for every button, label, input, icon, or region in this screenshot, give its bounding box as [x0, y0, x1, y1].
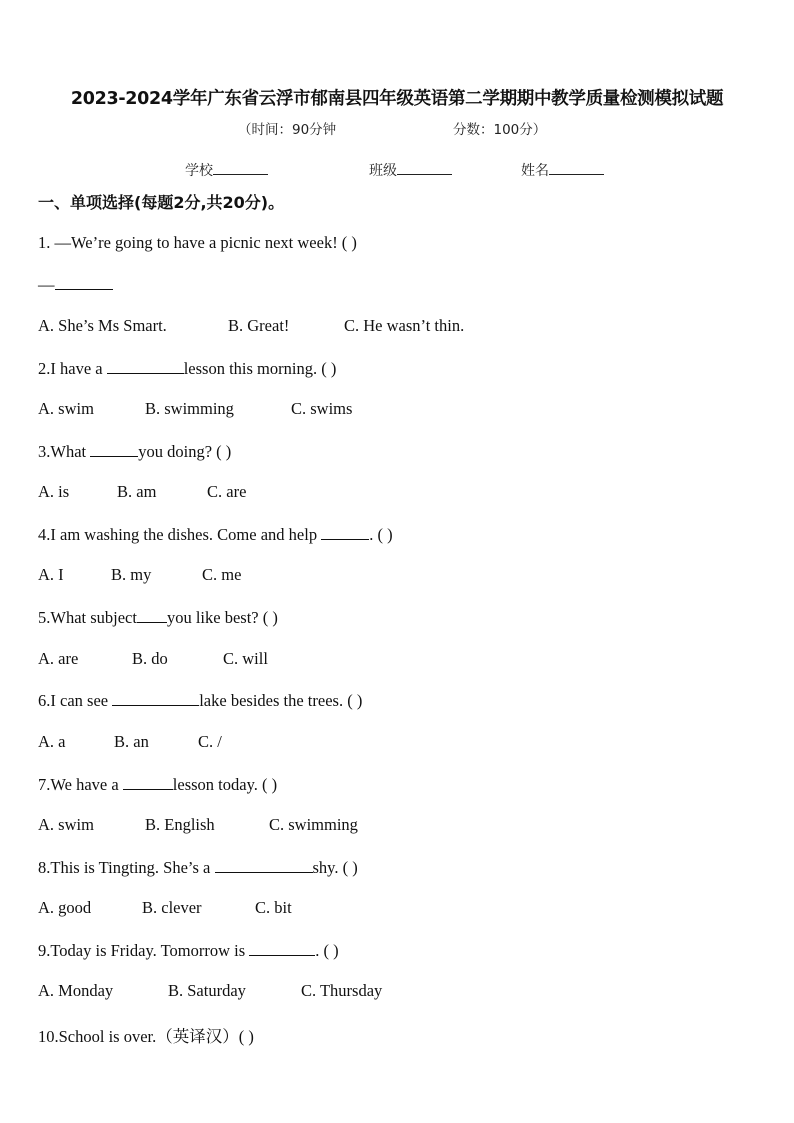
- name-field: [521, 160, 604, 180]
- option-b[interactable]: B. am: [117, 482, 157, 501]
- option-a[interactable]: A. She’s Ms Smart.: [38, 316, 167, 335]
- stem-before: 9.Today is Friday. Tomorrow is: [38, 941, 250, 960]
- question-stem: [38, 358, 336, 379]
- option-c[interactable]: C. /: [198, 732, 222, 751]
- stem-before: 3.What: [38, 442, 91, 461]
- section-title: 一、单项选择(每题2分,共20分)。: [38, 193, 285, 212]
- stem-before: 6.I can see: [38, 691, 113, 710]
- stem-before: 8.This is Tingting. She’s a: [38, 858, 215, 877]
- name-blank[interactable]: [549, 160, 604, 175]
- answer-line: [38, 274, 113, 295]
- options-row: [38, 399, 352, 419]
- option-c[interactable]: C. swimming: [269, 815, 358, 834]
- question-stem: [38, 690, 362, 711]
- option-c[interactable]: C. bit: [255, 898, 292, 917]
- question-stem: [38, 774, 277, 795]
- option-c[interactable]: C. me: [202, 565, 242, 584]
- question-stem: 1. —We’re going to have a picnic next week! ( ): [38, 233, 357, 252]
- option-a[interactable]: A. Monday: [38, 981, 114, 1000]
- options-row: [38, 565, 241, 585]
- name-label: 姓名: [521, 163, 549, 179]
- options-row: [38, 482, 246, 502]
- school-blank[interactable]: [213, 160, 268, 175]
- option-c[interactable]: C. He wasn’t thin.: [344, 316, 465, 335]
- stem-after: lesson today. ( ): [172, 775, 278, 794]
- class-field: [369, 160, 452, 180]
- options-row: [38, 981, 382, 1001]
- exam-title: 2023-2024学年广东省云浮市郁南县四年级英语第二学期期中教学质量检测模拟试题: [70, 89, 724, 109]
- option-b[interactable]: B. clever: [142, 898, 202, 917]
- stem-after: shy. ( ): [312, 858, 358, 877]
- option-a[interactable]: A. good: [38, 898, 92, 917]
- options-row: [38, 815, 358, 835]
- class-label: 班级: [369, 163, 397, 179]
- school-field: [185, 160, 268, 180]
- question-stem: [38, 441, 231, 462]
- stem-before: 4.I am washing the dishes. Come and help: [38, 525, 322, 544]
- options-row: [38, 898, 292, 918]
- exam-time: （时间：90分钟: [238, 122, 337, 138]
- stem-before: 7.We have a: [38, 775, 123, 794]
- option-b[interactable]: B. do: [132, 649, 168, 668]
- stem-after: lesson this morning. ( ): [183, 359, 337, 378]
- option-a[interactable]: A. a: [38, 732, 66, 751]
- option-a[interactable]: A. swim: [38, 815, 94, 834]
- options-row: [38, 649, 268, 669]
- fill-blank[interactable]: [137, 607, 167, 623]
- answer-dash: —: [38, 275, 55, 294]
- fill-blank[interactable]: [107, 358, 184, 374]
- option-b[interactable]: B. swimming: [145, 399, 234, 418]
- option-a[interactable]: A. are: [38, 649, 79, 668]
- answer-blank[interactable]: [55, 274, 113, 290]
- option-a[interactable]: A. I: [38, 565, 64, 584]
- fill-blank[interactable]: [112, 690, 199, 706]
- stem-after: you like best? ( ): [166, 608, 278, 627]
- fill-blank[interactable]: [215, 857, 313, 873]
- stem-after: you doing? ( ): [138, 442, 232, 461]
- option-b[interactable]: B. an: [114, 732, 149, 751]
- exam-score: 分数：100分）: [453, 122, 547, 138]
- stem-after: . ( ): [315, 941, 339, 960]
- question-stem: [38, 607, 278, 628]
- question-stem: [38, 857, 358, 878]
- option-b[interactable]: B. English: [145, 815, 215, 834]
- option-c[interactable]: C. swims: [291, 399, 353, 418]
- option-c[interactable]: C. are: [207, 482, 247, 501]
- stem-before: 2.I have a: [38, 359, 107, 378]
- option-b[interactable]: B. Great!: [228, 316, 290, 335]
- fill-blank[interactable]: [123, 774, 173, 790]
- stem-after: lake besides the trees. ( ): [199, 691, 363, 710]
- stem-after: . ( ): [369, 525, 393, 544]
- options-row: [38, 316, 464, 336]
- option-a[interactable]: A. is: [38, 482, 70, 501]
- fill-blank[interactable]: [90, 441, 138, 457]
- option-c[interactable]: C. will: [223, 649, 268, 668]
- question-stem: 10.School is over.（英译汉）( ): [38, 1027, 254, 1046]
- fill-blank[interactable]: [249, 940, 315, 956]
- stem-before: 5.What subject: [38, 608, 137, 627]
- question-stem: [38, 940, 339, 961]
- option-b[interactable]: B. Saturday: [168, 981, 246, 1000]
- option-a[interactable]: A. swim: [38, 399, 94, 418]
- class-blank[interactable]: [397, 160, 452, 175]
- fill-blank[interactable]: [321, 524, 369, 540]
- options-row: [38, 732, 222, 752]
- school-label: 学校: [185, 163, 213, 179]
- option-c[interactable]: C. Thursday: [301, 981, 383, 1000]
- question-stem: [38, 524, 393, 545]
- option-b[interactable]: B. my: [111, 565, 152, 584]
